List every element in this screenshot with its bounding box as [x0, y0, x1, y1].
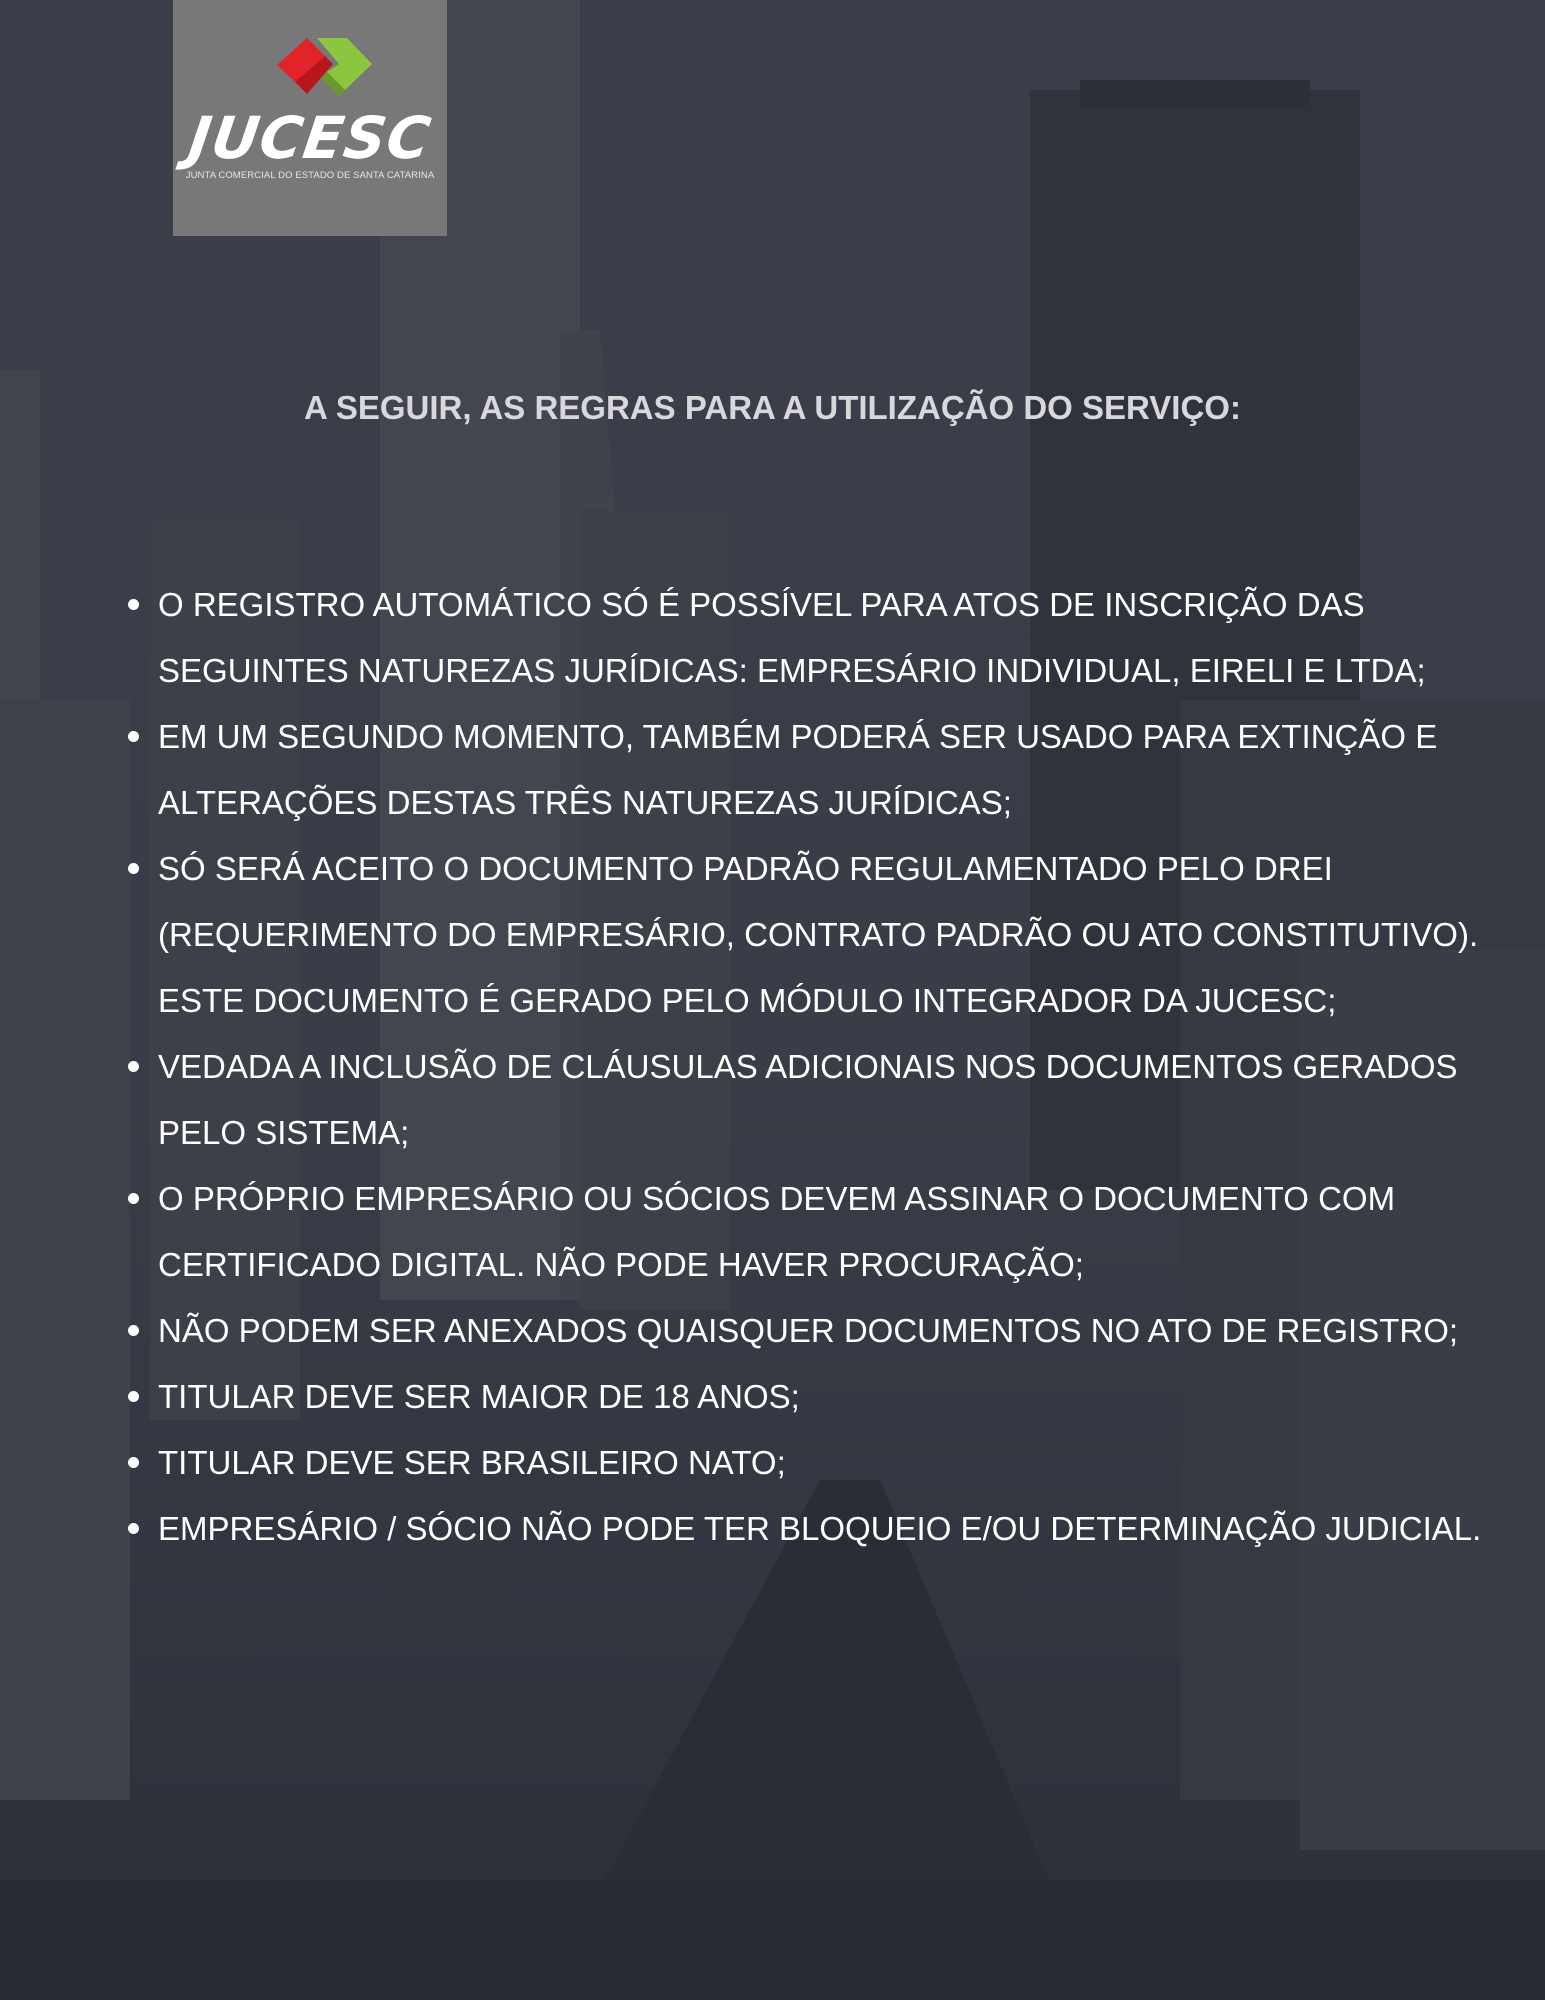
- jucesc-logo: [173, 0, 447, 236]
- list-item: [158, 1166, 1488, 1298]
- bullet-icon: [128, 1193, 139, 1204]
- rules-list: [118, 572, 1488, 1562]
- list-item: [158, 1496, 1488, 1562]
- logo-subtitle: JUNTA COMERCIAL DO ESTADO DE SANTA CATARINA: [185, 170, 435, 181]
- logo-wordmark: JUCESC: [184, 104, 436, 172]
- bullet-icon: [128, 1061, 139, 1072]
- bullet-icon: [128, 863, 139, 874]
- bullet-icon: [128, 1457, 139, 1468]
- rule-text: TITULAR DEVE SER MAIOR DE 18 ANOS;: [158, 1378, 800, 1415]
- list-item: [158, 1298, 1488, 1364]
- rule-text: VEDADA A INCLUSÃO DE CLÁUSULAS ADICIONAIS NOS DOCUMENTOS GERADOS PELO SISTEMA;: [158, 1048, 1458, 1151]
- bullet-icon: [128, 1391, 139, 1402]
- list-item: [158, 836, 1488, 1034]
- page-title: A SEGUIR, AS REGRAS PARA A UTILIZAÇÃO DO SERVIÇO:: [304, 389, 1241, 426]
- bullet-icon: [128, 1523, 139, 1534]
- rule-text: EMPRESÁRIO / SÓCIO NÃO PODE TER BLOQUEIO E/OU DETERMINAÇÃO JUDICIAL.: [158, 1510, 1482, 1547]
- list-item: [158, 572, 1488, 704]
- list-item: [158, 704, 1488, 836]
- bullet-icon: [128, 599, 139, 610]
- list-item: [158, 1430, 1488, 1496]
- rule-text: SÓ SERÁ ACEITO O DOCUMENTO PADRÃO REGULAMENTADO PELO DREI (REQUERIMENTO DO EMPRESÁRIO, CONTRATO PADRÃO OU ATO CONSTITUTIVO). ESTE DOCUMENTO É GERADO PELO MÓDULO INTEGRADOR DA JUCESC;: [158, 850, 1479, 1019]
- bullet-icon: [128, 1325, 139, 1336]
- list-item: [158, 1034, 1488, 1166]
- rule-text: NÃO PODEM SER ANEXADOS QUAISQUER DOCUMENTOS NO ATO DE REGISTRO;: [158, 1312, 1459, 1349]
- rule-text: O REGISTRO AUTOMÁTICO SÓ É POSSÍVEL PARA ATOS DE INSCRIÇÃO DAS SEGUINTES NATUREZAS JURÍDICAS: EMPRESÁRIO INDIVIDUAL, EIRELI E LTDA;: [158, 586, 1426, 689]
- rule-text: TITULAR DEVE SER BRASILEIRO NATO;: [158, 1444, 786, 1481]
- list-item: [158, 1364, 1488, 1430]
- jucesc-logo-mark-icon: [267, 30, 377, 110]
- rule-text: EM UM SEGUNDO MOMENTO, TAMBÉM PODERÁ SER USADO PARA EXTINÇÃO E ALTERAÇÕES DESTAS TRÊS NATUREZAS JURÍDICAS;: [158, 718, 1438, 821]
- rule-text: O PRÓPRIO EMPRESÁRIO OU SÓCIOS DEVEM ASSINAR O DOCUMENTO COM CERTIFICADO DIGITAL. NÃO PODE HAVER PROCURAÇÃO;: [158, 1180, 1396, 1283]
- bullet-icon: [128, 731, 139, 742]
